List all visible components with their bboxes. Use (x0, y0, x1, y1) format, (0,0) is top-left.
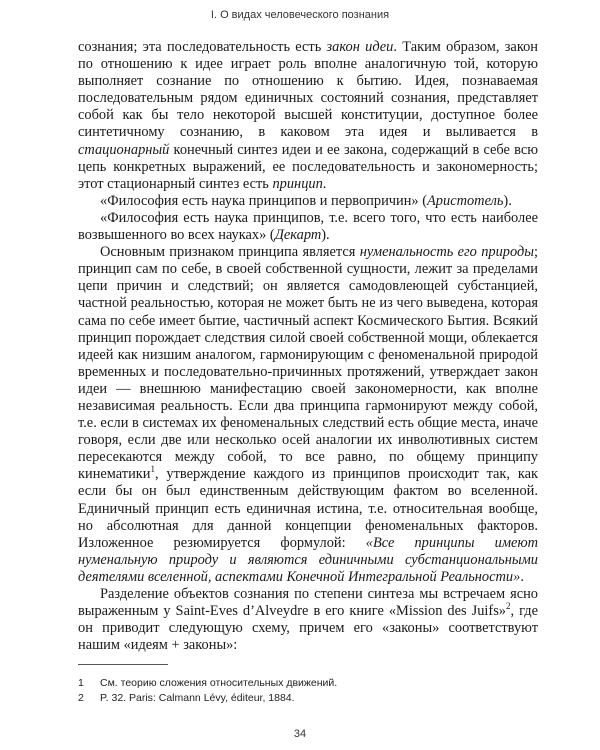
footnote-text: P. 32. Paris: Calmann Lévy, éditeur, 1884. (100, 692, 295, 704)
running-head: I. О видах человеческого познания (210, 9, 390, 21)
text-run: . (322, 175, 327, 192)
italic-text: закон идеи (326, 39, 394, 55)
paragraph-p5 (78, 586, 538, 654)
italic-text: стационарный (78, 141, 170, 158)
footnote-divider (78, 664, 168, 665)
paragraph-p1 (78, 39, 538, 193)
text-run: ). (321, 227, 330, 244)
page-number: 34 (293, 728, 307, 740)
footnote-ref: 1 (150, 464, 155, 475)
italic-text: принцип (272, 175, 323, 192)
footnote-number: 1 (78, 677, 84, 689)
text-run: «Философия есть наука принципов, т.е. всего того, что есть наиболее возвышенного во всех науках» ( (78, 209, 538, 244)
footnote-number: 2 (78, 692, 84, 704)
footnote (78, 676, 538, 691)
footnote-ref: 2 (506, 601, 511, 612)
text-run: ; принцип сам по себе, в своей собственной сущности, лежит за пределами цепи причин и следствий; он является самодовлеющей субстанцией, частной реальностью, которая не может быть не из чего выведена, которая сама по себе имеет бытие, частичный аспект Космического Бытия. Всякий принцип порождает следствия силой своей собственной мощи, облекается идеей как низшим аналогом, гармонирующим с феноменальной природой временных и последовательно-причинных протяжений, утверждает закон идеи — внешнюю манифестацию своей закономерности, как вполне независимая реальность. Если два принципа гармонируют между собой, т.е. если в системах их феноменальных следствий есть общие места, иначе говоря, если две или несколько осей аналогии их инволютивных систем пересекаются между собой, то все равно, по общему принципу кинематики (78, 244, 539, 483)
text-run: Разделение объектов сознания по степени синтеза мы встречаем ясно выраженным у Saint-Eves d’Alveydre в его книге «Mission des Juifs» (78, 586, 538, 620)
italic-text: Декарт (274, 227, 322, 244)
paragraph-p4 (78, 244, 538, 586)
text-run: . Таким образом, закон по отношению к идее играет роль вполне аналогичную той, которую выполняет сознание по отношению к бытию. Идея, познаваемая последовательным рядом единичных состояний сознания, представляет собой как бы тело некоторой высшей конституции, доступное более синтетичному сознанию, в каковом эта идея и выливается в (78, 39, 538, 141)
footnote (78, 691, 538, 706)
italic-text: «Все принципы имеют нуменальную природу и являются единичными субстанциональными деятелями вселенной, аспектами Конечной Интегральной Реальности» (78, 534, 538, 585)
text-run: «Философия есть наука принципов и первопричин» ( (100, 192, 428, 209)
text-run: ). (503, 192, 512, 209)
paragraph-p2 (78, 193, 538, 210)
text-run: . (520, 568, 524, 585)
italic-text: нуменальность его природы (359, 244, 535, 261)
body-text (78, 39, 538, 654)
footnotes (78, 676, 538, 706)
text-run: конечный синтез идеи и ее закона, содержащий в себе всю цепь конкретных выражений, ее последовательность и закономерность; этот стационарный синтез есть (78, 141, 538, 192)
paragraph-p3 (78, 210, 538, 244)
text-run: , утверждение каждого из принципов происходит так, как если бы он был единственным действующим фактом во вселенной. Единичный принцип есть единичная истина, т.е. относительная вообще, но абсолютная для данной концепции феноменальных факторов. Изложенное резюмируется формулой: (78, 466, 538, 551)
italic-text: Аристотель (427, 192, 504, 209)
text-run: , где он приводит следующую схему, причем его «законы» соответствуют нашим «идеям + законы»: (78, 603, 539, 654)
footnote-text: См. теорию сложения относительных движений. (100, 677, 338, 689)
text-run: сознания; эта последовательность есть (78, 39, 327, 55)
text-run: Основным признаком принципа является (100, 244, 360, 261)
